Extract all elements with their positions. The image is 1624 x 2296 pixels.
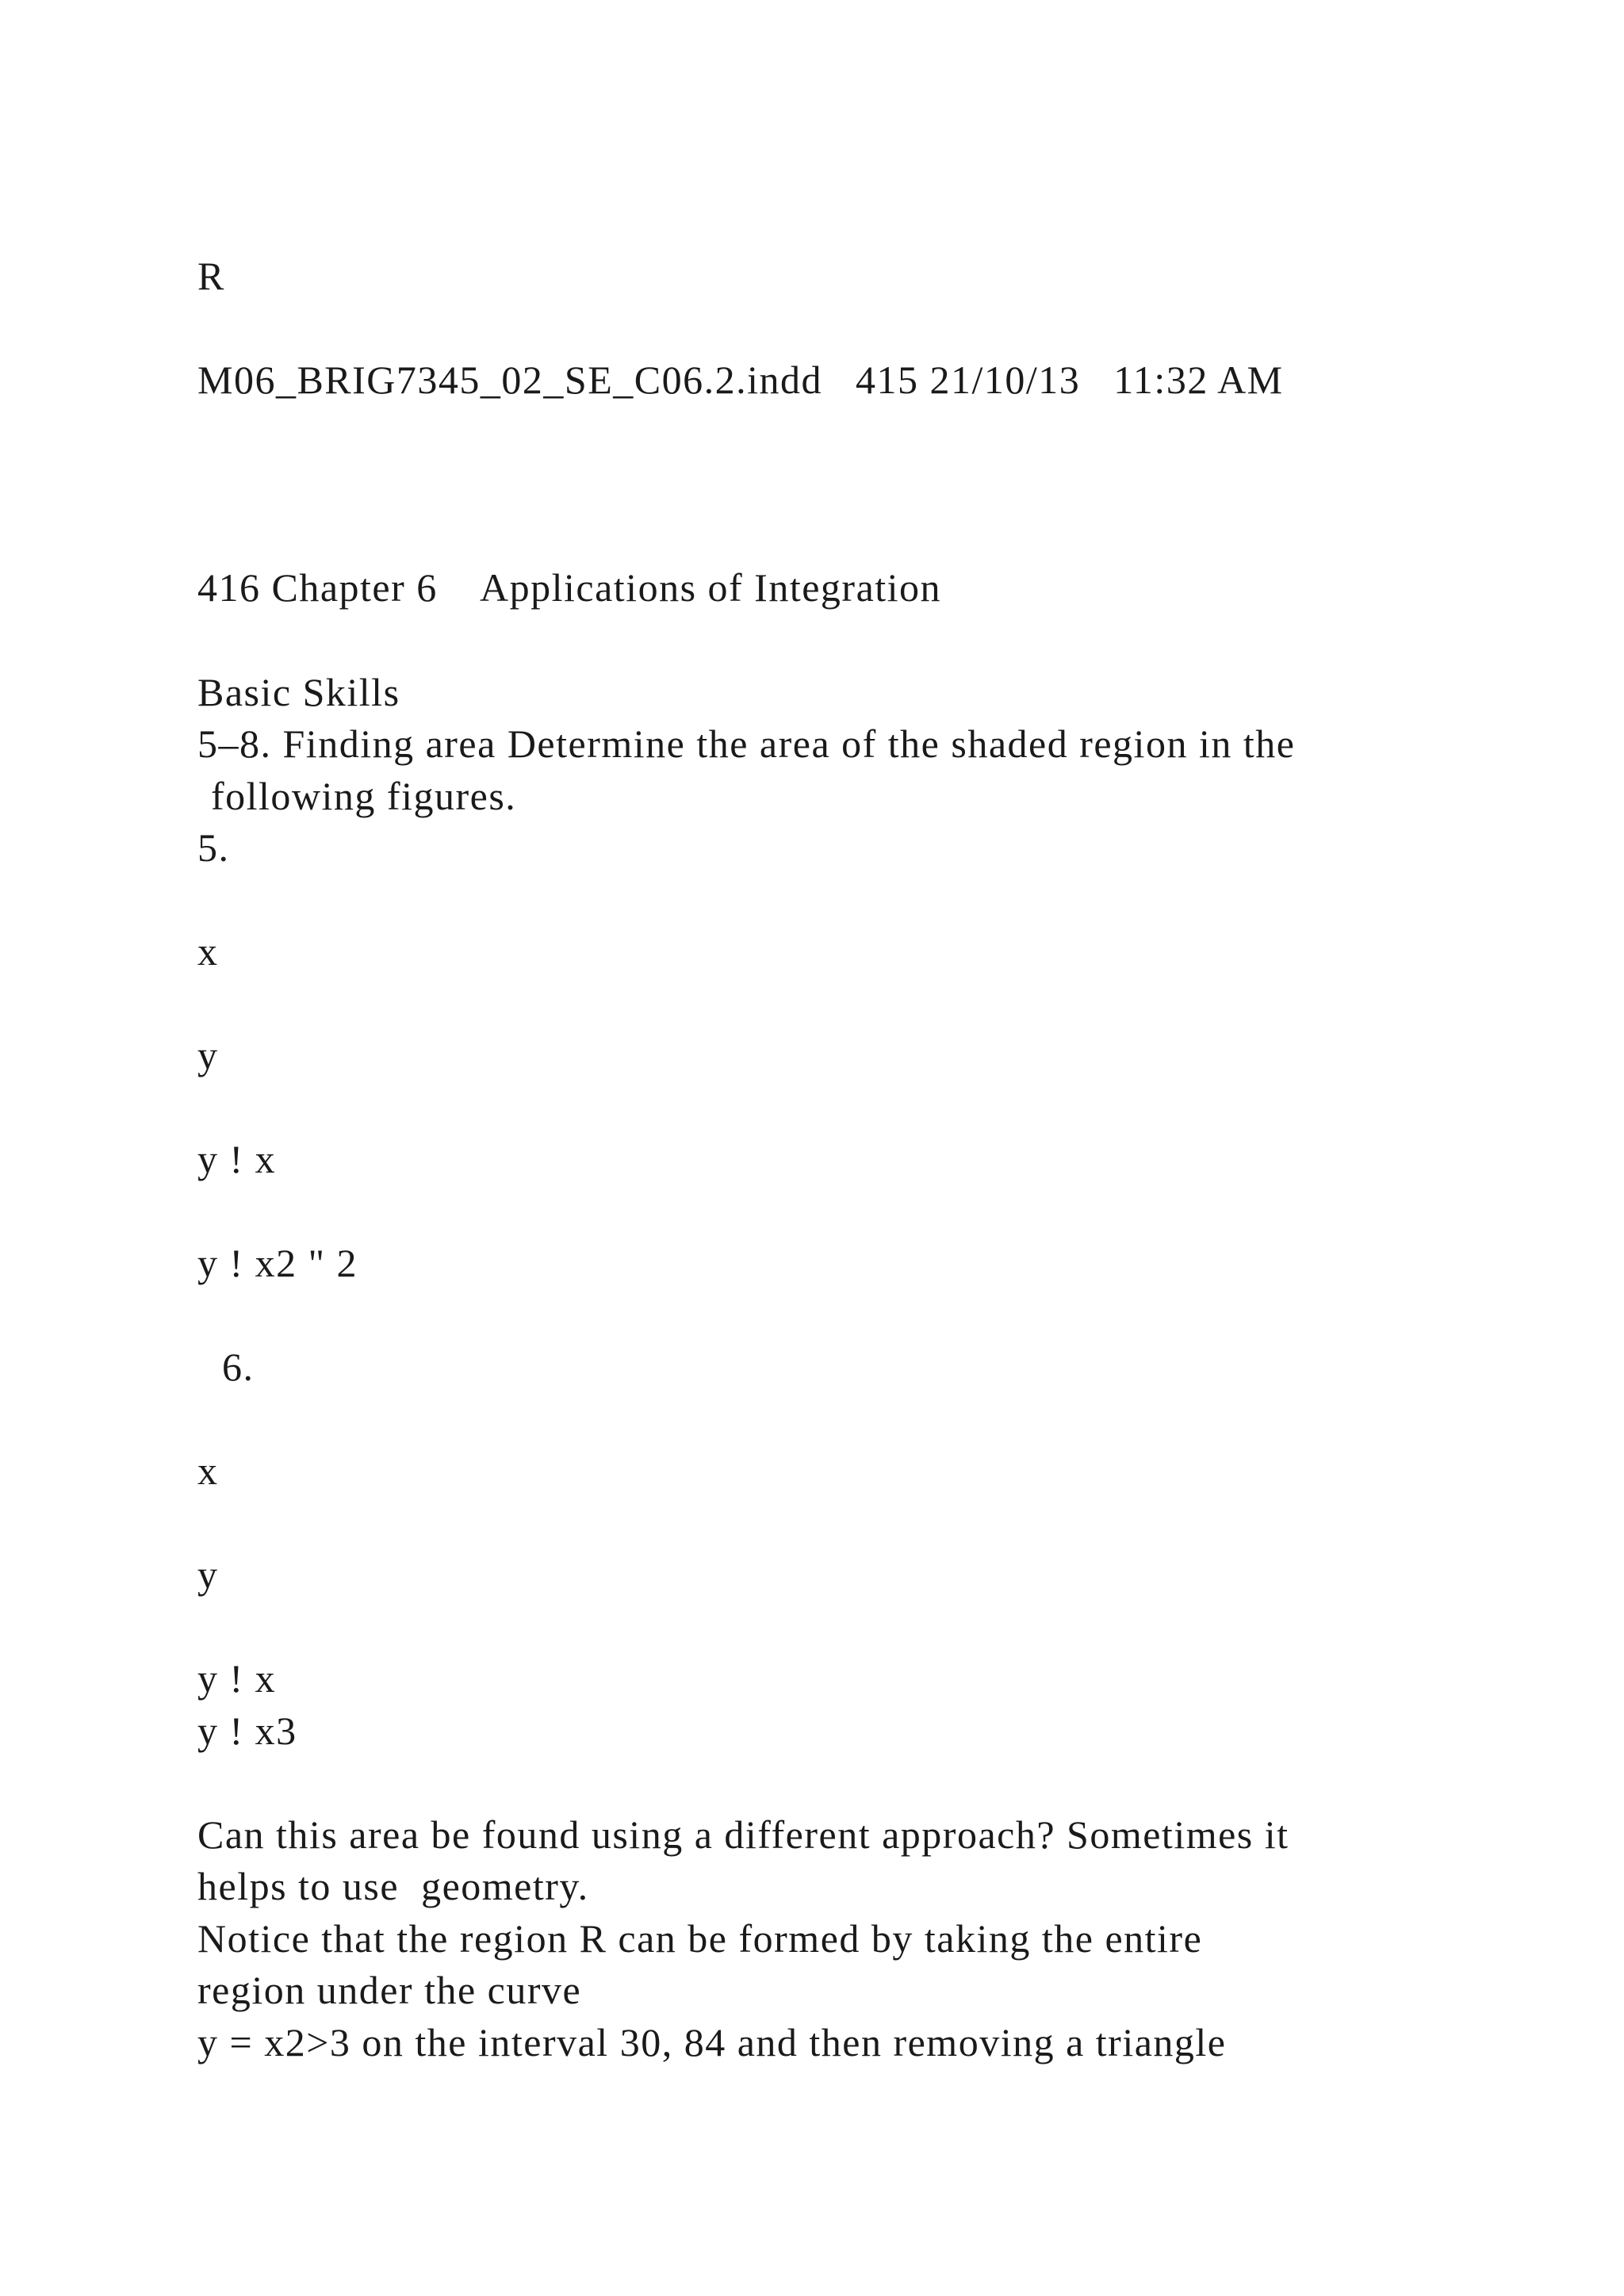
- figure-6-curve-label-2: y ! x3: [197, 1709, 297, 1753]
- body-paragraph-line-2: helps to use geometry.: [197, 1864, 589, 1908]
- figure-5-curve-label-1: y ! x: [197, 1137, 277, 1181]
- file-slug-line: M06_BRIG7345_02_SE_C06.2.indd 415 21/10/13 11:32 AM: [197, 358, 1284, 402]
- figure-5-y-axis-label: y: [197, 1033, 219, 1077]
- figure-6-x-axis-label: x: [197, 1448, 219, 1493]
- figure-5-curve-label-2: y ! x2 " 2: [197, 1241, 358, 1285]
- figure-6-y-axis-label: y: [197, 1552, 219, 1597]
- figure-5-x-axis-label: x: [197, 929, 219, 974]
- section-heading: Basic Skills: [197, 670, 400, 714]
- exercise-number-5: 5.: [197, 825, 230, 870]
- exercise-instructions-continued: following figures.: [211, 774, 517, 818]
- running-header: 416 Chapter 6 Applications of Integration: [197, 565, 942, 610]
- body-paragraph-line-1: Can this area be found using a different approach? Sometimes it: [197, 1812, 1289, 1857]
- exercise-instructions: 5–8. Finding area Determine the area of the shaded region in the: [197, 721, 1296, 766]
- body-paragraph-line-3: Notice that the region R can be formed by taking the entire: [197, 1916, 1203, 1961]
- region-label: R: [197, 254, 225, 298]
- body-paragraph-line-5: y = x2>3 on the interval 30, 84 and then removing a triangle: [197, 2020, 1227, 2064]
- exercise-number-6: 6.: [222, 1345, 255, 1389]
- figure-6-curve-label-1: y ! x: [197, 1656, 277, 1701]
- body-paragraph-line-4: region under the curve: [197, 1968, 582, 2012]
